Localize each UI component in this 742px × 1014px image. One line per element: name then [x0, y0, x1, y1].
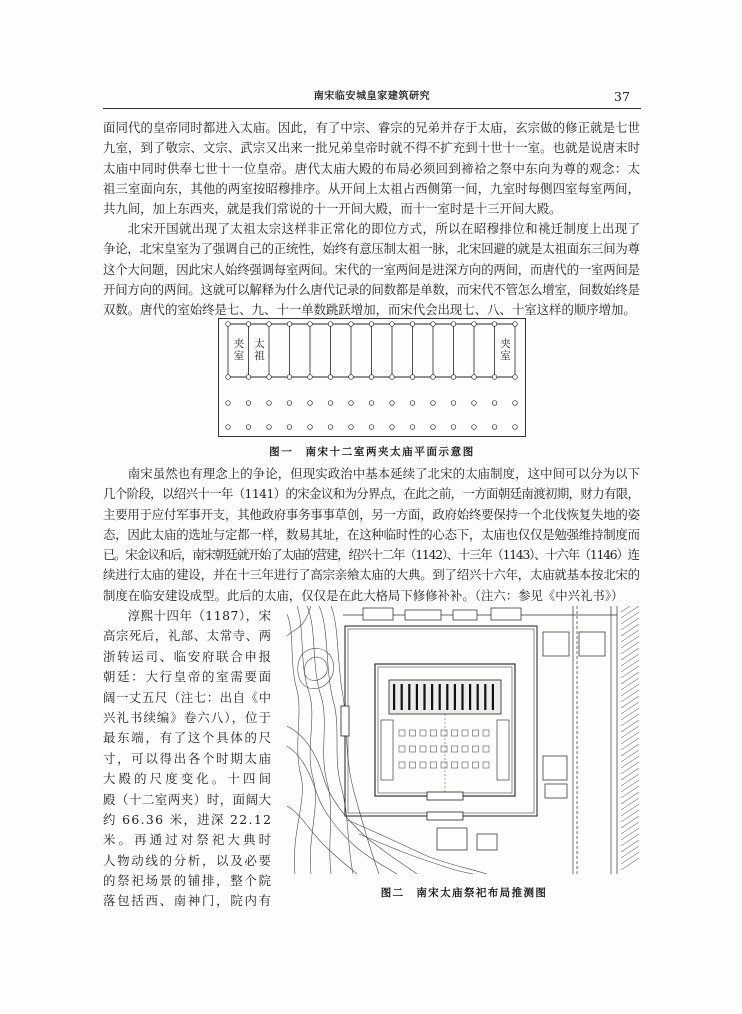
figure-2-caption: 图二 南宋太庙祭祀布局推测图	[380, 887, 548, 899]
ritual-position-marker	[462, 746, 468, 752]
ritual-position-marker	[462, 730, 468, 736]
text-line-content: 祖三室面向东，其他的两室按昭穆排序。从开间上太祖占西侧第一间，九室时每侧四室每室两间，	[103, 180, 641, 196]
hall-column	[454, 684, 456, 710]
hatch-line	[621, 714, 639, 726]
text-line	[103, 728, 271, 748]
ritual-position-marker	[483, 730, 489, 736]
contour-line	[287, 726, 417, 874]
hall-column	[484, 684, 486, 710]
hatch-line	[621, 702, 639, 714]
column-marker	[308, 401, 313, 406]
column-marker	[369, 322, 374, 327]
ritual-position-marker	[473, 730, 479, 736]
text-line	[103, 179, 640, 199]
column-marker	[492, 401, 497, 406]
ritual-position-marker	[420, 746, 426, 752]
ritual-position-marker	[452, 730, 458, 736]
ritual-position-marker	[410, 746, 416, 752]
paragraph	[103, 118, 640, 219]
text-line	[103, 464, 640, 484]
running-header-title: 南宋临安城皇家建筑研究	[313, 91, 431, 102]
west-gate	[341, 706, 349, 736]
text-line	[103, 484, 640, 504]
ritual-position-marker	[441, 762, 447, 768]
column-marker	[369, 425, 374, 430]
hall-column	[401, 684, 403, 710]
hatch-line	[621, 708, 639, 720]
text-line	[103, 525, 640, 545]
column-marker	[349, 375, 354, 380]
ritual-position-marker	[399, 746, 405, 752]
text-line	[103, 260, 640, 280]
column-marker	[308, 375, 313, 380]
column-marker	[246, 375, 251, 380]
hatch-line	[621, 612, 639, 624]
hatch-line	[621, 672, 639, 684]
hatch-line	[621, 846, 639, 858]
text-line-content: 落包括西、南神门，院内有	[103, 893, 273, 909]
hatch-line	[621, 768, 639, 780]
text-line	[103, 667, 271, 687]
hatch-line	[621, 684, 639, 696]
ritual-position-marker	[410, 730, 416, 736]
contour-line	[331, 606, 379, 874]
paragraph	[103, 219, 640, 320]
column-marker	[513, 375, 518, 380]
hall-column	[423, 684, 425, 710]
hatch-line	[621, 858, 639, 870]
hall-column	[416, 684, 418, 710]
contour-line	[287, 614, 302, 874]
hatch-line	[621, 696, 639, 708]
column-marker	[287, 322, 292, 327]
column-marker	[390, 322, 395, 327]
column-marker	[287, 425, 292, 430]
hall-column	[393, 684, 395, 710]
text-line	[103, 606, 271, 626]
column-marker	[410, 375, 415, 380]
text-line-content: 高宗死后，礼部、太常寺、两	[103, 628, 272, 644]
hatch-line	[621, 816, 639, 828]
hatch-line	[621, 792, 639, 804]
text-line-content: 续进行太庙的建设，并在十三年进行了高宗亲飨太庙的大典。到了绍兴十六年，太庙就基本按北宋的	[103, 567, 640, 583]
text-line-content: 米。再通过对祭祀大典时	[103, 832, 275, 848]
hall-column	[431, 684, 433, 710]
text-line-content: 面同代的皇帝同时都进入太庙。因此，有了中宗、睿宗的兄弟并存于太庙，玄宗做的修正就是七世	[103, 120, 641, 135]
text-line	[103, 199, 640, 219]
text-line	[103, 830, 275, 850]
ritual-position-marker	[441, 746, 447, 752]
column-marker	[226, 375, 231, 380]
column-marker	[226, 322, 231, 327]
east-side-chamber-label: 夹室	[499, 338, 511, 362]
figure-2-site-map	[287, 606, 641, 874]
text-line-content: 这个大问题，因此宋人始终强调每室两间。宋代的一室两间是进深方向的两间，而唐代的一室两间是	[103, 261, 640, 277]
text-line-content: 阔一丈五尺（注七：出自《中	[103, 689, 272, 705]
building	[543, 756, 567, 780]
column-marker	[369, 375, 374, 380]
ritual-position-marker	[462, 762, 468, 768]
hatch-line	[621, 654, 639, 666]
hatch-line	[621, 840, 639, 852]
hatch-line	[621, 738, 639, 750]
hatch-line	[621, 750, 639, 762]
text-line-content: 约 66.36 米，进深 22.12	[103, 811, 273, 827]
ritual-position-marker	[431, 746, 437, 752]
column-marker	[328, 375, 333, 380]
hall-column	[492, 684, 494, 710]
column-marker	[513, 425, 518, 430]
ritual-position-marker	[483, 762, 489, 768]
hatch-line	[621, 852, 639, 864]
text-line	[103, 749, 271, 769]
hatch-line	[621, 810, 639, 822]
hatch-line	[621, 624, 639, 636]
building	[491, 608, 521, 620]
inner-south-gate	[427, 792, 463, 800]
building	[437, 828, 467, 850]
ritual-position-marker	[431, 762, 437, 768]
text-line	[103, 810, 271, 830]
text-line-content: 主要用于应付军事开支，其他政府事务事事草创，另一方面，政府始终要保持一个北伐恢复失地的姿	[103, 506, 640, 522]
contour-line	[287, 746, 397, 874]
contour-line	[297, 606, 316, 874]
text-line	[103, 219, 640, 239]
text-line	[103, 545, 640, 565]
ritual-position-marker	[399, 762, 405, 768]
hall-column	[446, 684, 448, 710]
column-marker	[410, 401, 415, 406]
column-marker	[328, 401, 333, 406]
text-line-content: 态，因此太庙的选址与定都一样，数易其址，在这种临时性的心态下，太庙也仅仅是勉强维持制度而	[103, 526, 640, 542]
west-side-chamber-label: 夹室	[232, 338, 245, 362]
column-marker	[349, 425, 354, 430]
building	[543, 632, 569, 656]
column-marker	[492, 322, 497, 327]
text-line	[103, 280, 640, 300]
hatch-line	[621, 798, 639, 810]
header-rule	[103, 108, 641, 109]
text-line	[103, 239, 640, 259]
column-marker	[328, 425, 333, 430]
column-marker	[431, 425, 436, 430]
hatch-line	[621, 648, 639, 660]
column-marker	[308, 322, 313, 327]
text-line	[103, 851, 271, 871]
ritual-position-marker	[452, 746, 458, 752]
column-marker	[472, 322, 477, 327]
ritual-position-marker	[473, 762, 479, 768]
text-line-content: 殿（十二室两夹）时，面阔大	[103, 791, 272, 807]
column-marker	[513, 322, 518, 327]
hatch-line	[621, 642, 639, 654]
text-line-content: 双数。唐代的室始终是七、九、十一单数跳跃增加，而宋代会出现七、八、十室这样的顺序增加。	[103, 302, 636, 318]
ritual-position-marker	[431, 730, 437, 736]
building	[579, 632, 605, 656]
plan-svg	[218, 318, 526, 437]
text-line-content: 淳熙十四年（1187），宋	[127, 608, 272, 623]
hatch-line	[621, 732, 639, 744]
text-line-content: 人物动线的分析，以及必要	[103, 852, 273, 868]
column-marker	[472, 401, 477, 406]
text-line	[103, 138, 640, 158]
hatch-line	[621, 606, 639, 612]
hall-column	[439, 684, 441, 710]
hatch-line	[621, 774, 639, 786]
south-gate	[427, 812, 463, 820]
column-marker	[431, 401, 436, 406]
column-marker	[472, 425, 477, 430]
hatch-line	[621, 690, 639, 702]
hatch-line	[621, 804, 639, 816]
hatch-line	[621, 618, 639, 630]
hatch-line	[621, 756, 639, 768]
hatch-line	[621, 660, 639, 672]
text-line-content: 南宋虽然也有理念上的争论，但现实政治中基本延续了北宋的太庙制度，这中间可以分为以下	[127, 466, 641, 481]
hall-column	[408, 684, 410, 710]
ritual-layout-grid	[399, 730, 489, 768]
text-line-content: 兴礼书续编》卷六八），位于	[103, 709, 273, 725]
ritual-position-marker	[441, 730, 447, 736]
column-marker	[267, 425, 272, 430]
hatch-line	[621, 630, 639, 642]
column-marker	[246, 322, 251, 327]
hatch-line	[621, 720, 639, 732]
hatch-line	[621, 786, 639, 798]
ritual-position-marker	[473, 746, 479, 752]
column-marker	[492, 425, 497, 430]
column-marker	[451, 425, 456, 430]
hatch-line	[621, 822, 639, 834]
figure-1-plan-diagram	[218, 318, 526, 437]
column-marker	[513, 401, 518, 406]
column-marker	[492, 375, 497, 380]
hatch-line	[621, 606, 639, 618]
column-marker	[451, 401, 456, 406]
east-side-hall	[497, 720, 509, 780]
ritual-position-marker	[410, 762, 416, 768]
building	[453, 610, 477, 620]
ritual-position-marker	[399, 730, 405, 736]
hall-column	[477, 684, 479, 710]
column-marker	[390, 401, 395, 406]
hatch-line	[621, 828, 639, 840]
text-line	[103, 565, 640, 585]
hatch-line	[621, 726, 639, 738]
column-marker	[308, 425, 313, 430]
building	[363, 608, 393, 620]
text-line-content: 制度在临安建设成型。此后的太庙，仅仅是在此大格局下修修补补。（注六：参见《中兴礼书》）	[103, 587, 624, 603]
text-line	[103, 505, 640, 525]
building	[405, 610, 441, 620]
column-marker	[287, 401, 292, 406]
ritual-position-marker	[420, 730, 426, 736]
column-marker	[472, 375, 477, 380]
text-line-content: 开间方向的两间。这就可以解释为什么唐代记录的间数都是单数，而宋代不管怎么增室，间数始终是	[103, 281, 640, 297]
column-marker	[390, 375, 395, 380]
column-marker	[390, 425, 395, 430]
column-marker	[369, 401, 374, 406]
text-line-content: 朝廷：大行皇帝的室需要面	[103, 669, 273, 685]
column-marker	[451, 375, 456, 380]
text-line-content: 北宋开国就出现了太祖太宗这样非正常化的即位方式，所以在昭穆排位和祧迁制度上出现了	[127, 221, 641, 236]
text-line	[103, 159, 640, 179]
building	[477, 834, 497, 850]
column-marker	[349, 401, 354, 406]
text-line	[103, 871, 271, 891]
column-marker	[328, 322, 333, 327]
column-marker	[226, 425, 231, 430]
taizu-chamber-label: 太祖	[253, 338, 265, 362]
hatch-line	[621, 744, 639, 756]
column-marker	[226, 401, 231, 406]
column-marker	[246, 425, 251, 430]
hatch-line	[621, 636, 639, 648]
ritual-position-marker	[452, 762, 458, 768]
text-line	[103, 586, 640, 606]
paragraph-column	[103, 606, 275, 912]
text-line-content: 共九间，加上东西夹，就是我们常说的十一开间大殿，而十一室时是十三开间大殿。	[103, 201, 562, 217]
hall-column	[461, 684, 463, 710]
site-map-svg	[287, 606, 641, 874]
hatch-line	[621, 666, 639, 678]
paragraph	[103, 464, 640, 606]
text-line	[103, 647, 271, 667]
text-line-content: 最东端，有了这个具体的尺	[103, 730, 273, 746]
ritual-position-marker	[483, 746, 489, 752]
page-number: 37	[614, 89, 630, 104]
column-marker	[431, 375, 436, 380]
hatch-line	[621, 762, 639, 774]
column-marker	[267, 375, 272, 380]
column-marker	[431, 322, 436, 327]
column-marker	[410, 322, 415, 327]
west-side-hall	[381, 720, 393, 780]
text-line-content: 大殿的尺度变化。十四间	[103, 771, 275, 787]
column-marker	[451, 322, 456, 327]
text-line-content: 的祭祀场景的铺排，整个院	[103, 873, 273, 889]
text-line	[103, 688, 271, 708]
column-marker	[267, 322, 272, 327]
column-marker	[246, 401, 251, 406]
hall-column	[469, 684, 471, 710]
column-marker	[349, 322, 354, 327]
column-marker	[287, 375, 292, 380]
building	[545, 784, 567, 798]
text-line-content: 太庙中同时供奉七世十一位皇帝。唐代太庙大殿的布局必须回到禘祫之祭中东向为尊的观念：太	[103, 160, 641, 176]
text-line	[103, 626, 271, 646]
embankment-hatch	[621, 606, 639, 870]
text-line	[103, 118, 640, 138]
text-line-content: 浙转运司、临安府联合申报	[103, 648, 273, 664]
column-marker	[267, 401, 272, 406]
text-line	[103, 708, 271, 728]
text-line	[103, 891, 271, 911]
ritual-position-marker	[420, 762, 426, 768]
figure-1-caption: 图一 南宋十二室两夹太庙平面示意图	[269, 446, 475, 458]
text-line-content: 寸，可以得出各个时期太庙	[103, 750, 273, 766]
column-marker	[410, 425, 415, 430]
text-line-content: 争论，北宋皇室为了强调自己的正统性，始终有意压制太祖一脉，北宋回避的就是太祖面东三间为尊	[103, 241, 640, 257]
north-buildings	[363, 608, 521, 620]
hatch-line	[621, 780, 639, 792]
text-line-content: 九室，到了敬宗、文宗、武宗又出来一批兄弟皇帝时就不得不扩充到十世十一室。也就是说唐末时	[103, 140, 641, 156]
hatch-line	[621, 834, 639, 846]
text-line-content: 已。宋金议和后，南宋朝廷就开始了太庙的营建，绍兴十二年（1142）、十三年（1143）、十六年（1146）连	[103, 547, 639, 563]
chamber-partitions	[228, 324, 515, 377]
text-line	[103, 790, 271, 810]
text-line	[103, 769, 275, 789]
hatch-line	[621, 678, 639, 690]
text-line-content: 几个阶段，以绍兴十一年（1141）的宋金议和为分界点，在此之前，一方面朝廷南渡初期，财力有限，	[103, 486, 640, 502]
